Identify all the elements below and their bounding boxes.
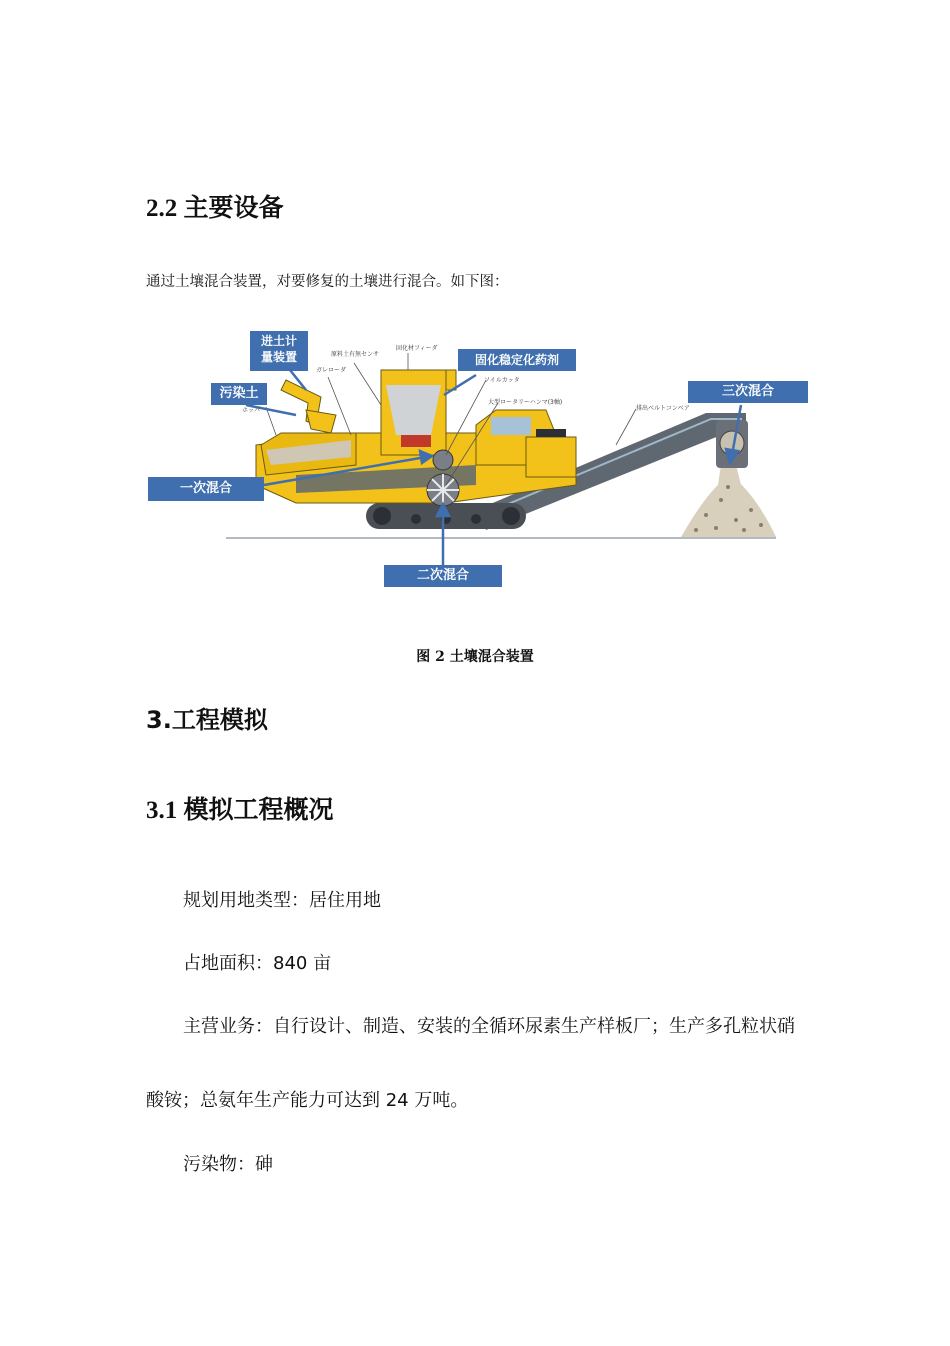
hopper-label: ホッパ bbox=[242, 407, 261, 414]
sensor-label: 原料土有無センサ bbox=[331, 351, 380, 358]
roller-label: ガレローダ bbox=[316, 367, 347, 374]
cutter-label: ソイルカッタ bbox=[484, 377, 520, 384]
contaminated-soil-label: 污染土 bbox=[211, 383, 267, 405]
business-line-2: 酸铵；总氨年生产能力可达到 24 万吨。 bbox=[146, 1090, 469, 1111]
hammer-label: 大型ロータリーハンマ(3軸) bbox=[488, 399, 563, 406]
pollutant-line: 污染物：砷 bbox=[183, 1154, 273, 1175]
secondary-mix-label: 二次混合 bbox=[384, 565, 502, 587]
soil-cutter-rotor bbox=[433, 450, 453, 470]
feeder-label: 固化材フィーダ bbox=[396, 345, 438, 352]
feed-meter-label: 进土计 量装置 bbox=[250, 331, 308, 371]
stabilizer-label: 固化稳定化药剂 bbox=[458, 349, 576, 371]
feeder-unit bbox=[401, 435, 431, 447]
section-heading-2-2: 2.2 主要设备 bbox=[146, 195, 284, 222]
business-line-1: 主营业务：自行设计、制造、安装的全循环尿素生产样板厂；生产多孔粒状硝 bbox=[183, 1016, 795, 1037]
primary-mix-label: 一次混合 bbox=[148, 477, 264, 501]
conveyor-label: 排出ベルトコンベア bbox=[636, 405, 690, 412]
intro-paragraph: 通过土壤混合装置，对要修复的土壤进行混合。如下图： bbox=[146, 274, 509, 290]
engine-unit bbox=[526, 437, 576, 477]
cab-window bbox=[491, 417, 531, 435]
soil-mixing-device-figure bbox=[146, 325, 812, 590]
area-line: 占地面积：840 亩 bbox=[183, 953, 332, 974]
figure-caption: 图 2 土壤混合装置 bbox=[416, 649, 534, 665]
section-heading-3-1: 3.1 模拟工程概况 bbox=[146, 797, 334, 824]
section-heading-3: 3.工程模拟 bbox=[146, 706, 268, 734]
loader-bucket bbox=[306, 410, 336, 433]
land-use-line: 规划用地类型：居住用地 bbox=[183, 890, 381, 911]
tertiary-mix-label: 三次混合 bbox=[688, 381, 808, 403]
